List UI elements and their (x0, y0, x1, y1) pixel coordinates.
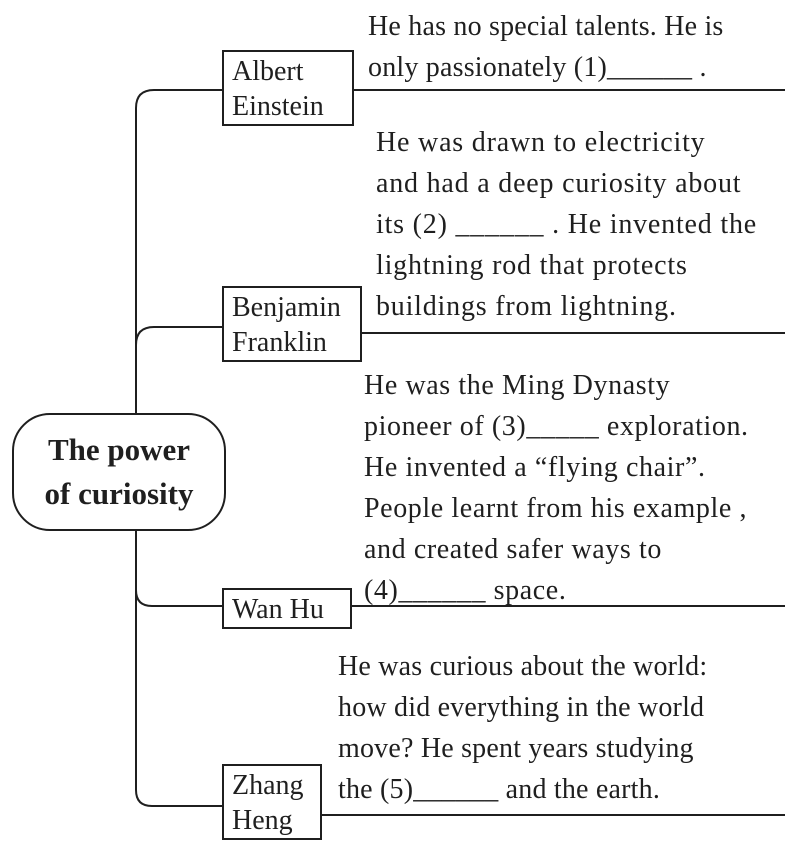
name-line: Albert (232, 56, 304, 87)
text-line: move? He spent years studying (338, 733, 694, 764)
text-line: He was the Ming Dynasty (364, 370, 671, 401)
text-line: its (2) ______ . He invented the (376, 209, 757, 240)
name-line: Wan Hu (232, 594, 324, 625)
branch-franklin-name (222, 286, 362, 362)
branch-wanhu-text (364, 365, 749, 611)
text-line: He was curious about the world: (338, 651, 708, 682)
branch-einstein-text (368, 6, 724, 88)
name-line: Zhang (232, 770, 304, 801)
text-line: the (5)______ and the earth. (338, 774, 661, 805)
central-topic (12, 413, 226, 531)
name-line: Heng (232, 805, 293, 836)
text-line: He was drawn to electricity (376, 127, 706, 158)
name-line: Franklin (232, 327, 327, 358)
text-line: He invented a “flying chair”. (364, 452, 706, 483)
branch-franklin-text (376, 122, 757, 327)
text-line: (4)______ space. (364, 575, 567, 606)
text-line: He has no special talents. He is (368, 11, 724, 42)
central-topic-line-1: The power (47, 432, 191, 467)
central-topic-line-2: of curiosity (44, 476, 194, 511)
name-line: Einstein (232, 91, 324, 122)
text-line: how did everything in the world (338, 692, 705, 723)
branch-zhangheng-name (222, 764, 322, 840)
branch-zhangheng-text (338, 646, 707, 810)
text-line: buildings from lightning. (376, 291, 677, 322)
text-line: and created safer ways to (364, 534, 662, 565)
branch-einstein-name (222, 50, 354, 126)
text-line: lightning rod that protects (376, 250, 688, 281)
name-line: Benjamin (232, 292, 341, 323)
text-line: pioneer of (3)_____ exploration. (364, 411, 749, 442)
branch-wanhu-name (222, 588, 352, 629)
text-line: only passionately (1)______ . (368, 52, 707, 83)
text-line: and had a deep curiosity about (376, 168, 742, 199)
text-line: People learnt from his example , (364, 493, 748, 524)
